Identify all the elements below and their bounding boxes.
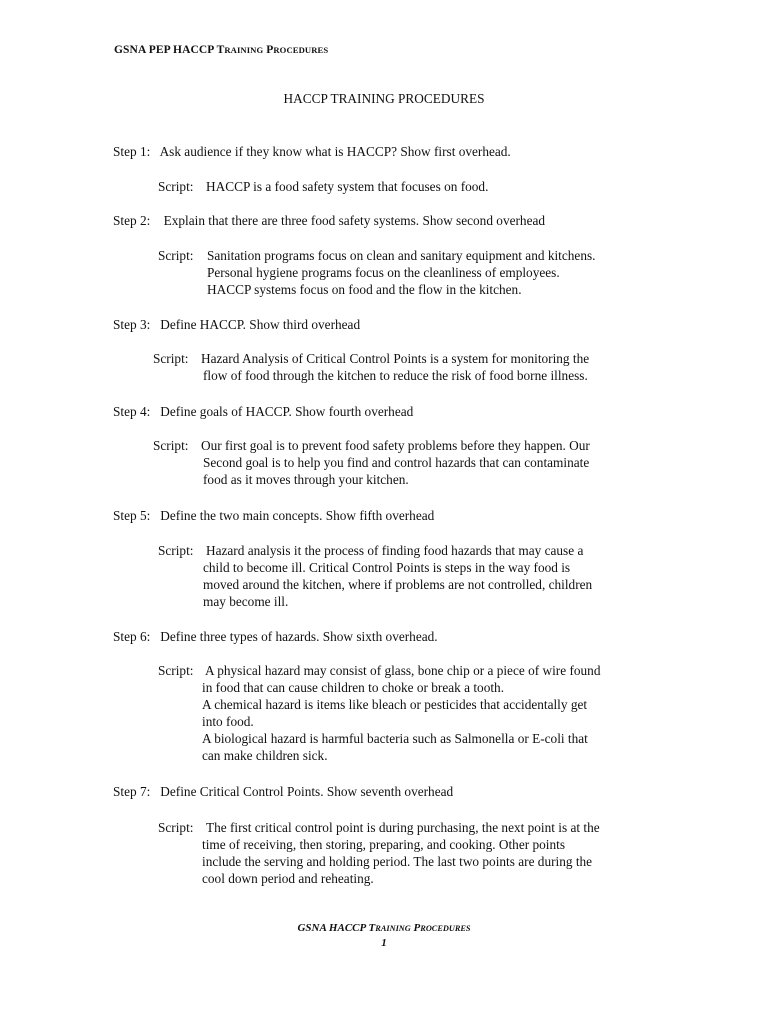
script-6 [158, 662, 600, 764]
script-5 [158, 542, 592, 610]
step-text: Explain that there are three food safety systems. Show second overhead [163, 213, 546, 228]
script-line: cool down period and reheating. [202, 871, 374, 886]
script-line: moved around the kitchen, where if problems are not controlled, children [203, 577, 593, 592]
script-4 [153, 437, 590, 488]
page-number: 1 [381, 937, 387, 949]
step-text: Define Critical Control Points. Show seventh overhead [160, 784, 454, 799]
step-text: Define goals of HACCP. Show fourth overhead [160, 404, 414, 419]
page-footer [0, 921, 768, 951]
script-3 [153, 350, 589, 384]
script-label: Script: [153, 438, 189, 453]
script-line: The first critical control point is during purchasing, the next point is at the [206, 820, 600, 835]
running-header-smallcaps-2: ROCEDURES [273, 45, 329, 55]
script-line: child to become ill. Critical Control Points is steps in the way food is [203, 560, 571, 575]
step-label: Step 4: [113, 404, 151, 419]
running-header-smallcaps: RAINING [224, 45, 264, 55]
script-label: Script: [158, 248, 194, 263]
footer-title [0, 921, 768, 936]
script-line: may become ill. [203, 594, 289, 609]
step-1 [113, 143, 511, 160]
script-2 [158, 247, 595, 298]
script-line: flow of food through the kitchen to reduce the risk of food borne illness. [203, 368, 588, 383]
step-5 [113, 507, 434, 524]
script-line: A physical hazard may consist of glass, bone chip or a piece of wire found [205, 663, 601, 678]
footer-title-smallcaps: RAINING [375, 924, 411, 933]
step-label: Step 7: [113, 784, 151, 799]
document-title: HACCP TRAINING PROCEDURES [283, 91, 485, 106]
running-header [114, 44, 328, 56]
script-line: in food that can cause children to choke or break a tooth. [202, 680, 505, 695]
step-text: Define HACCP. Show third overhead [160, 317, 361, 332]
script-line: food as it moves through your kitchen. [203, 472, 409, 487]
script-line: HACCP systems focus on food and the flow in the kitchen. [207, 282, 522, 297]
script-label: Script: [158, 179, 194, 194]
script-label: Script: [153, 351, 189, 366]
step-label: Step 2: [113, 213, 151, 228]
script-label: Script: [158, 663, 194, 678]
step-text: Define three types of hazards. Show sixth overhead. [160, 629, 438, 644]
script-line: Personal hygiene programs focus on the cleanliness of employees. [207, 265, 560, 280]
step-text: Define the two main concepts. Show fifth overhead [160, 508, 435, 523]
step-label: Step 1: [113, 144, 151, 159]
script-1 [158, 178, 488, 195]
script-label: Script: [158, 543, 194, 558]
script-line: Hazard Analysis of Critical Control Points is a system for monitoring the [201, 351, 590, 366]
step-7 [113, 783, 453, 800]
footer-title-smallcaps-2: ROCEDURES [420, 924, 471, 933]
step-label: Step 3: [113, 317, 151, 332]
script-7 [158, 819, 600, 887]
footer-title-text: GSNA HACCP T [297, 922, 376, 934]
step-text: Ask audience if they know what is HACCP? Show first overhead. [159, 144, 511, 159]
script-line: Second goal is to help you find and control hazards that can contaminate [203, 455, 590, 470]
script-line: can make children sick. [202, 748, 328, 763]
script-line: Our first goal is to prevent food safety problems before they happen. Our [201, 438, 590, 453]
step-4 [113, 403, 413, 420]
step-3 [113, 316, 360, 333]
step-label: Step 5: [113, 508, 151, 523]
script-line: HACCP is a food safety system that focuses on food. [206, 179, 489, 194]
script-line: Hazard analysis it the process of finding food hazards that may cause a [206, 543, 584, 558]
script-label: Script: [158, 820, 194, 835]
script-line: A biological hazard is harmful bacteria such as Salmonella or E-coli that [202, 731, 588, 746]
running-header-text: GSNA PEP HACCP T [114, 44, 225, 56]
step-6 [113, 628, 438, 645]
step-2 [113, 212, 545, 229]
script-line: include the serving and holding period. The last two points are during the [202, 854, 593, 869]
step-label: Step 6: [113, 629, 151, 644]
running-header-text-p: P [263, 44, 274, 56]
footer-title-text-p: P [410, 922, 421, 934]
script-line: A chemical hazard is items like bleach or pesticides that accidentally get [202, 697, 588, 712]
script-line: time of receiving, then storing, preparing, and cooking. Other points [202, 837, 565, 852]
script-line: Sanitation programs focus on clean and sanitary equipment and kitchens. [207, 248, 596, 263]
script-line: into food. [202, 714, 254, 729]
